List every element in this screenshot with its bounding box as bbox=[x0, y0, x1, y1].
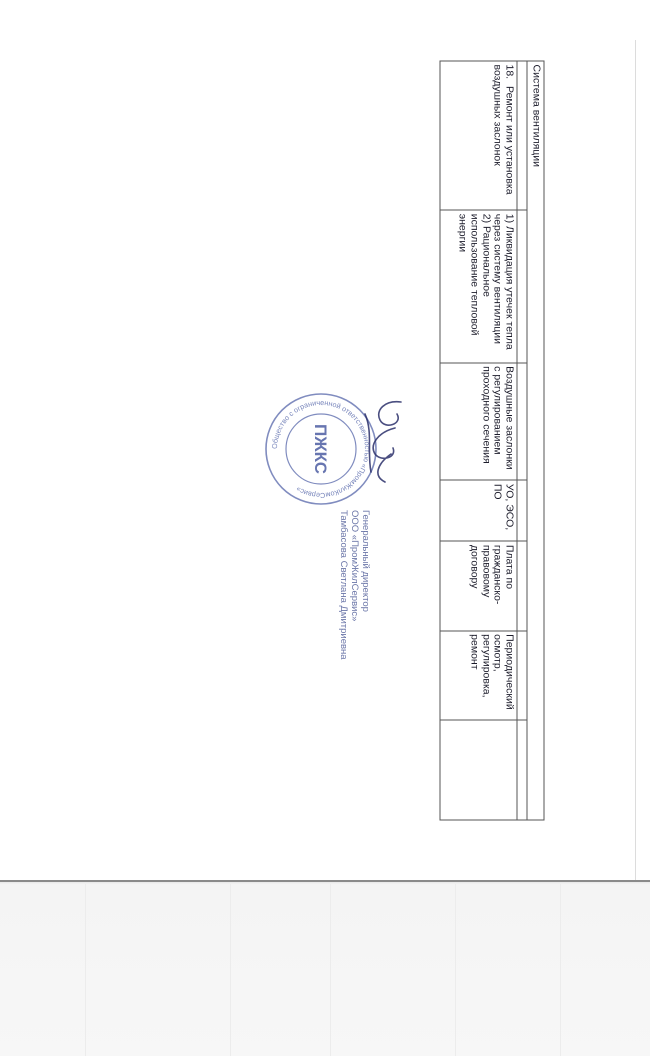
row-number: 18. bbox=[503, 64, 516, 79]
stamp-ring-text: Общество с ограниченной ответственностью «ПромЖилКомСервис» bbox=[269, 397, 373, 501]
rotated-table-block bbox=[440, 60, 545, 820]
director-name: Тамбасова Светлана Дмитриевна bbox=[338, 510, 350, 660]
scan-stripe bbox=[230, 884, 231, 1056]
periodicity-cell: Периодический осмотр, регулировка, ремонт bbox=[440, 630, 517, 719]
goal-item-1: 1) Ликвидация утечек тепла через систему вентиляции bbox=[492, 213, 516, 350]
equipment-cell: Воздушные заслонки с регулированием проходного сечения bbox=[440, 362, 517, 480]
financing-cell: Плата по гражданско-правовому договору bbox=[440, 541, 517, 630]
table-row bbox=[440, 61, 517, 820]
section-row bbox=[527, 61, 544, 820]
stamp-brand: ПЖКС bbox=[311, 423, 330, 475]
section-title: Система вентиляции bbox=[527, 61, 544, 820]
scan-stripe bbox=[560, 884, 561, 1056]
signature bbox=[345, 392, 415, 487]
director-company: ООО «ПромЖилСервис» bbox=[349, 510, 361, 622]
scan-background bbox=[0, 880, 650, 1056]
work-text: Ремонт или установка воздушных заслонок bbox=[492, 64, 516, 195]
work-cell bbox=[440, 61, 517, 210]
goal-item-2: 2) Рациональное использование тепловой энергии bbox=[456, 213, 493, 335]
scan-stripe bbox=[455, 884, 456, 1056]
scan-stripe bbox=[330, 884, 331, 1056]
page-edge-line bbox=[635, 40, 636, 880]
director-block bbox=[310, 510, 370, 660]
director-title: Генеральный директор bbox=[360, 510, 371, 612]
scan-stripe bbox=[85, 884, 86, 1056]
spacer-row bbox=[517, 61, 527, 820]
measures-table bbox=[440, 60, 545, 820]
goal-cell bbox=[440, 210, 517, 362]
executor-cell: УО, ЭСО, ПО bbox=[440, 480, 517, 541]
empty-cell bbox=[440, 720, 517, 820]
